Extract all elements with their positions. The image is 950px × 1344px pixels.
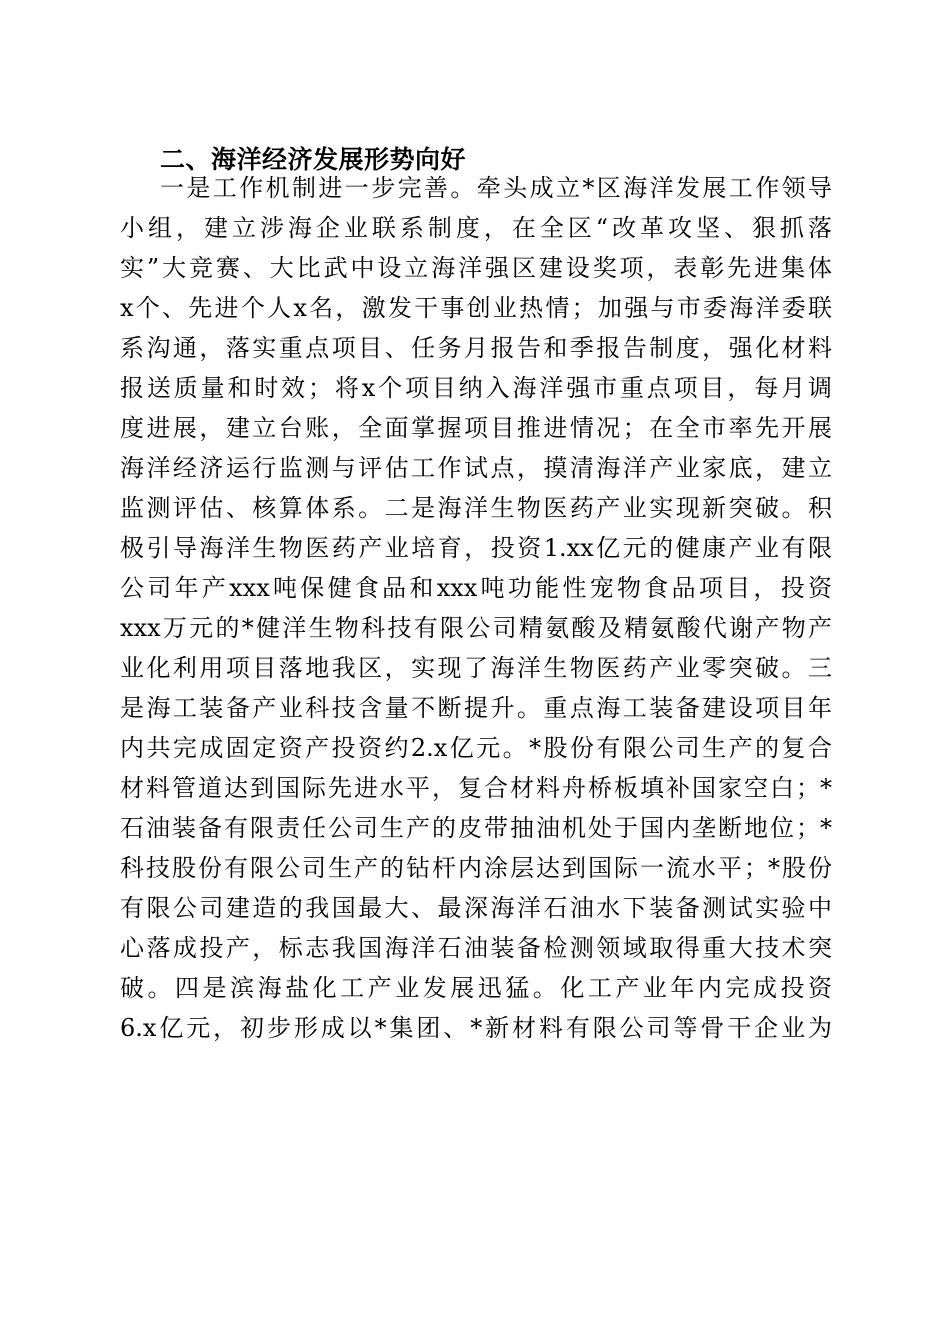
paragraph-line: 海洋经济运行监测与评估工作试点，摸清海洋产业家底，建立 bbox=[120, 454, 832, 482]
paragraph-line: 科技股份有限公司生产的钻杆内涂层达到国际一流水平；*股份 bbox=[120, 854, 832, 882]
paragraph-line: 心落成投产，标志我国海洋石油装备检测领域取得重大技术突 bbox=[120, 934, 832, 962]
paragraph-line: 6.x亿元，初步形成以*集团、*新材料有限公司等骨干企业为 bbox=[120, 1014, 832, 1042]
paragraph-line: 系沟通，落实重点项目、任务月报告和季报告制度，强化材料 bbox=[120, 334, 832, 362]
paragraph-line: 破。四是滨海盐化工产业发展迅猛。化工产业年内完成投资 bbox=[120, 974, 832, 1002]
paragraph-line: 度进展，建立台账，全面掌握项目推进情况；在全市率先开展 bbox=[120, 414, 832, 442]
paragraph-line: 材料管道达到国际先进水平，复合材料舟桥板填补国家空白；* bbox=[120, 774, 832, 802]
paragraph-line: x个、先进个人x名，激发干事创业热情；加强与市委海洋委联 bbox=[120, 294, 832, 322]
body-paragraph bbox=[120, 168, 832, 1048]
paragraph-line: 报送质量和时效；将x个项目纳入海洋强市重点项目，每月调 bbox=[120, 374, 832, 402]
paragraph-line: 监测评估、核算体系。二是海洋生物医药产业实现新突破。积 bbox=[120, 494, 832, 522]
paragraph-line: 是海工装备产业科技含量不断提升。重点海工装备建设项目年 bbox=[120, 694, 832, 722]
paragraph-line: 小组，建立涉海企业联系制度，在全区“改革攻坚、狠抓落 bbox=[120, 214, 832, 242]
paragraph-line: 公司年产xxx吨保健食品和xxx吨功能性宠物食品项目，投资 bbox=[120, 574, 832, 602]
paragraph-line: 一是工作机制进一步完善。牵头成立*区海洋发展工作领导 bbox=[160, 174, 832, 202]
paragraph-line: xxx万元的*健洋生物科技有限公司精氨酸及精氨酸代谢产物产 bbox=[120, 614, 832, 642]
paragraph-line: 实”大竞赛、大比武中设立海洋强区建设奖项，表彰先进集体 bbox=[120, 254, 832, 282]
paragraph-line: 石油装备有限责任公司生产的皮带抽油机处于国内垄断地位；* bbox=[120, 814, 832, 842]
section-heading: 二、海洋经济发展形势向好 bbox=[160, 145, 467, 174]
paragraph-line: 内共完成固定资产投资约2.x亿元。*股份有限公司生产的复合 bbox=[120, 734, 832, 762]
paragraph-line: 极引导海洋生物医药产业培育，投资1.xx亿元的健康产业有限 bbox=[120, 534, 832, 562]
paragraph-line: 有限公司建造的我国最大、最深海洋石油水下装备测试实验中 bbox=[120, 894, 832, 922]
paragraph-line: 业化利用项目落地我区，实现了海洋生物医药产业零突破。三 bbox=[120, 654, 832, 682]
